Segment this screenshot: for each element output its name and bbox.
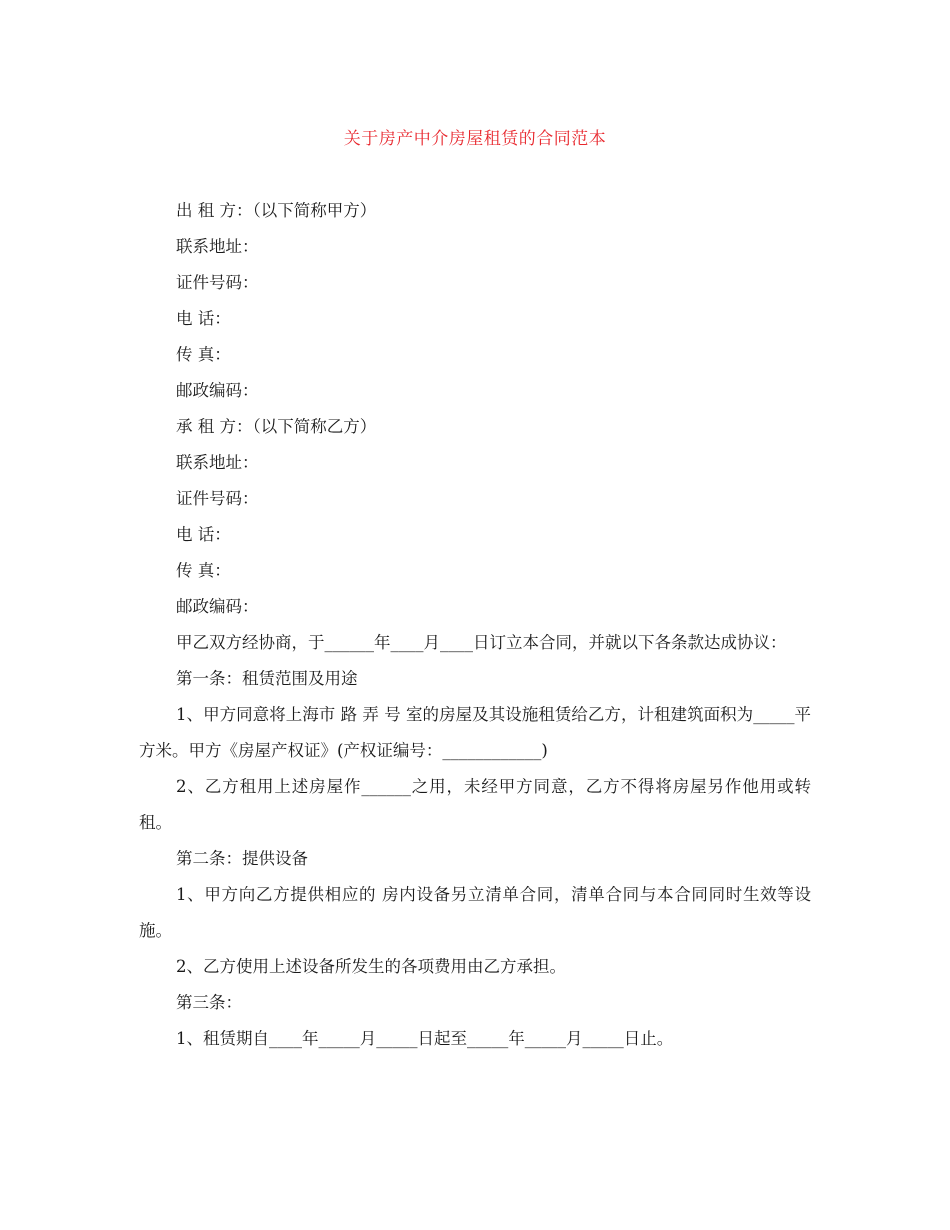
lessee-line: 承 租 方：（以下简称乙方） <box>176 417 377 436</box>
article-3-clause-1: 1、租赁期自____年_____月_____日起至_____年_____月_____日止。 <box>176 1029 674 1048</box>
lessee-phone-line: 电 话： <box>176 525 231 544</box>
lessor-id-line: 证件号码： <box>176 273 259 292</box>
article-2-clause-1: 1、甲方向乙方提供相应的 房内设备另立清单合同，清单合同与本合同同时生效等设施。 <box>139 885 811 940</box>
lessor-postcode-line: 邮政编码： <box>176 381 259 400</box>
lessor-address-line: 联系地址： <box>176 237 259 256</box>
article-1-clause-1: 1、甲方同意将上海市 路 弄 号 室的房屋及其设施租赁给乙方，计租建筑面积为_____平方米。甲方《房屋产权证》(产权证编号：____________) <box>139 705 811 760</box>
lessor-fax-line: 传 真： <box>176 345 231 364</box>
article-2-heading: 第二条：提供设备 <box>176 849 308 868</box>
article-1-heading: 第一条：租赁范围及用途 <box>176 669 358 688</box>
article-3-heading: 第三条： <box>176 993 242 1012</box>
document-title: 关于房产中介房屋租赁的合同范本 <box>343 129 607 149</box>
article-1-clause-2: 2、乙方租用上述房屋作______之用，未经甲方同意，乙方不得将房屋另作他用或转租。 <box>139 777 811 832</box>
lessee-id-line: 证件号码： <box>176 489 259 508</box>
document-body <box>139 193 811 1057</box>
lessor-line: 出 租 方：（以下简称甲方） <box>176 201 377 220</box>
lessor-phone-line: 电 话： <box>176 309 231 328</box>
article-2-clause-2: 2、乙方使用上述设备所发生的各项费用由乙方承担。 <box>176 957 566 976</box>
lessee-fax-line: 传 真： <box>176 561 231 580</box>
lessee-postcode-line: 邮政编码： <box>176 597 259 616</box>
agreement-paragraph: 甲乙双方经协商，于______年____月____日订立本合同，并就以下各条款达成协议： <box>176 633 787 652</box>
lessee-address-line: 联系地址： <box>176 453 259 472</box>
